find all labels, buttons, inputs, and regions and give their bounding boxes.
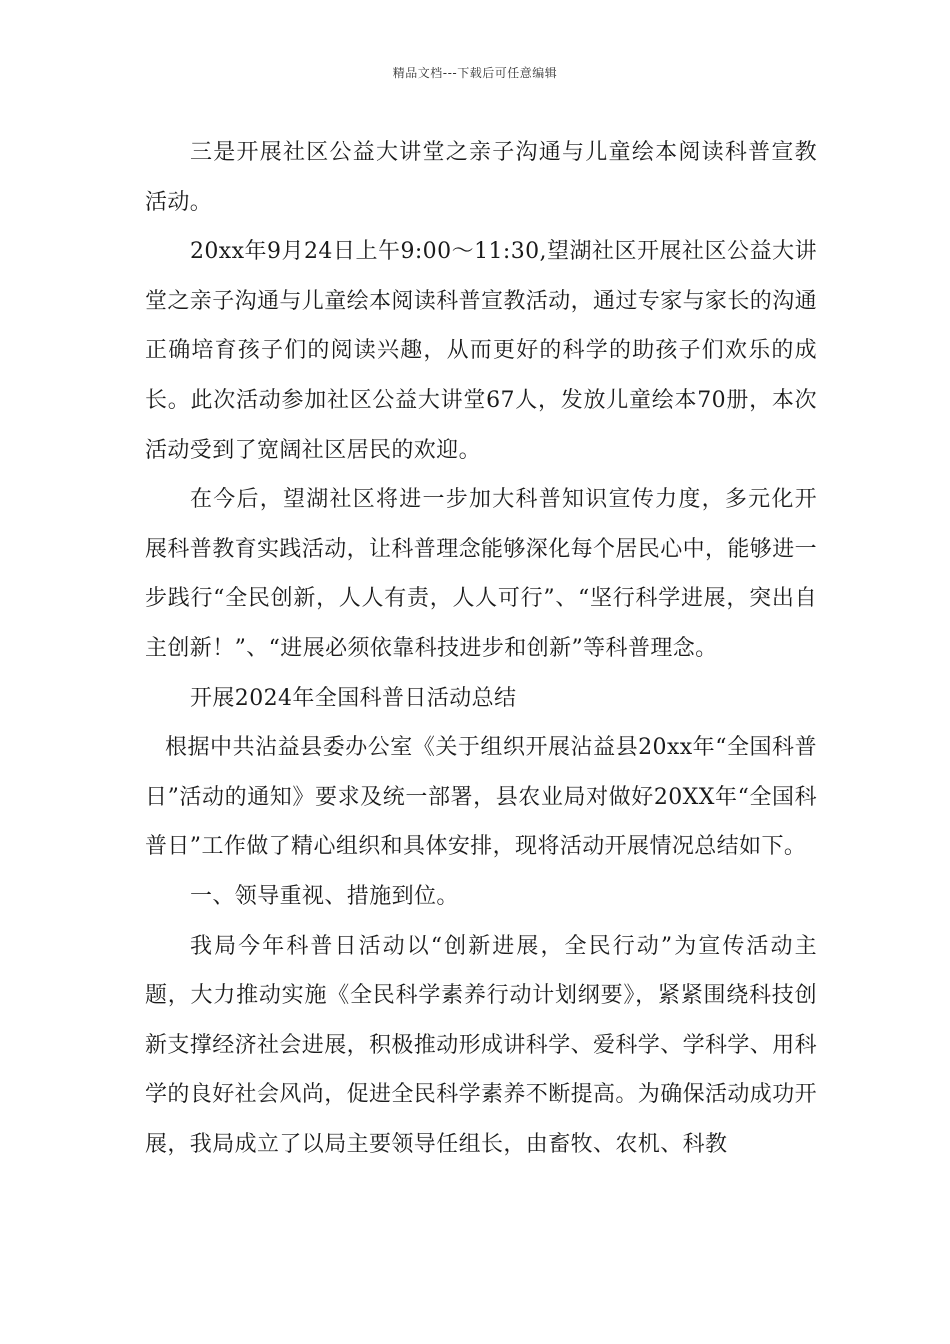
paragraph-theme: 我局今年科普日活动以“创新进展，全民行动”为宣传活动主题，大力推动实施《全民科学素养行动计划纲要》，紧紧围绕科技创新支撑经济社会进展，积极推动形成讲科学、爱科学、学科学、用科学的良好社会风尚，促进全民科学素养不断提高。为确保活动成功开展，我局成立了以局主要领导任组长，由畜牧、农机、科教 bbox=[145, 933, 818, 1157]
paragraph-intro: 三是开展社区公益大讲堂之亲子沟通与儿童绘本阅读科普宣教活动。 bbox=[145, 140, 817, 215]
document-body bbox=[145, 128, 817, 1169]
paragraph-background: 根据中共沾益县委办公室《关于组织开展沾益县20xx年“全国科普日”活动的通知》要求及统一部署，县农业局对做好20XX年“全国科普日”工作做了精心组织和具体安排，现将活动开展情况总结如下。 bbox=[145, 735, 817, 860]
page-header: 精品文档---下载后可任意编辑 bbox=[392, 66, 558, 80]
paragraph-event-details: 20xx年9月24日上午9:00～11:30,望湖社区开展社区公益大讲堂之亲子沟通与儿童绘本阅读科普宣教活动，通过专家与家长的沟通正确培育孩子们的阅读兴趣，从而更好的科学的助孩子们欢乐的成长。此次活动参加社区公益大讲堂67人，发放儿童绘本70册，本次活动受到了宽阔社区居民的欢迎。 bbox=[145, 239, 818, 463]
section-heading-1: 一、领导重视、措施到位。 bbox=[190, 883, 459, 909]
paragraph-future-plans: 在今后，望湖社区将进一步加大科普知识宣传力度，多元化开展科普教育实践活动，让科普理念能够深化每个居民心中，能够进一步践行“全民创新，人人有责，人人可行”、“坚行科学进展，突出自主创新！”、“进展必须依靠科技进步和创新”等科普理念。 bbox=[145, 487, 818, 661]
section-title: 开展2024年全国科普日活动总结 bbox=[190, 685, 517, 711]
